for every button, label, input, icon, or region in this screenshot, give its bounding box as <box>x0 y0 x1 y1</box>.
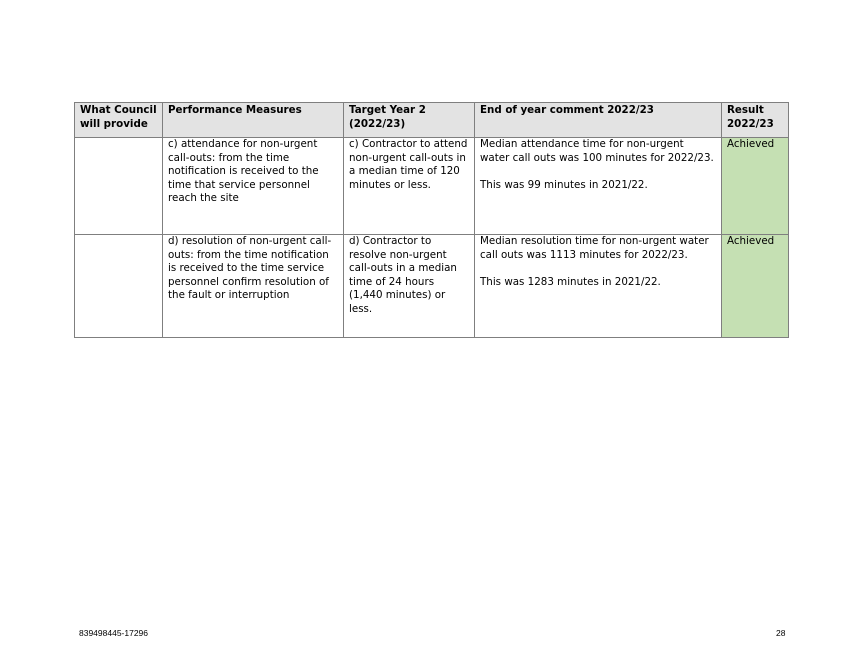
comment-text: Median attendance time for non-urgent water call outs was 100 minutes for 2022/23. <box>480 138 714 164</box>
result-cell: Achieved <box>722 138 789 235</box>
target-cell: c) Contractor to attend non-urgent call-outs in a median time of 120 minutes or less. <box>344 138 475 235</box>
provide-cell <box>75 138 163 235</box>
result-cell: Achieved <box>722 235 789 338</box>
table-header-row <box>75 103 789 138</box>
comment-text: Median resolution time for non-urgent water call outs was 1113 minutes for 2022/23. <box>480 235 709 261</box>
header-performance-measures: Performance Measures <box>163 103 344 138</box>
target-cell: d) Contractor to resolve non-urgent call-outs in a median time of 24 hours (1,440 minutes) or less. <box>344 235 475 338</box>
document-id: 839498445-17296 <box>79 628 149 638</box>
table-row <box>75 235 789 338</box>
performance-measure-cell: d) resolution of non-urgent call-outs: from the time notification is received to the time service personnel confirm resolution of the fault or interruption <box>163 235 344 338</box>
performance-measure-cell: c) attendance for non-urgent call-outs: from the time notification is received to the time that service personnel reach the site <box>163 138 344 235</box>
comment-cell <box>475 138 722 235</box>
provide-cell <box>75 235 163 338</box>
header-end-of-year-comment: End of year comment 2022/23 <box>475 103 722 138</box>
page-number: 28 <box>776 628 786 638</box>
header-target-year: Target Year 2 (2022/23) <box>344 103 475 138</box>
table-row <box>75 138 789 235</box>
comment-text: This was 1283 minutes in 2021/22. <box>480 275 661 288</box>
performance-table <box>74 102 789 338</box>
comment-cell <box>475 235 722 338</box>
header-what-council-will-provide: What Council will provide <box>75 103 163 138</box>
header-result: Result 2022/23 <box>722 103 789 138</box>
comment-text: This was 99 minutes in 2021/22. <box>480 178 648 191</box>
